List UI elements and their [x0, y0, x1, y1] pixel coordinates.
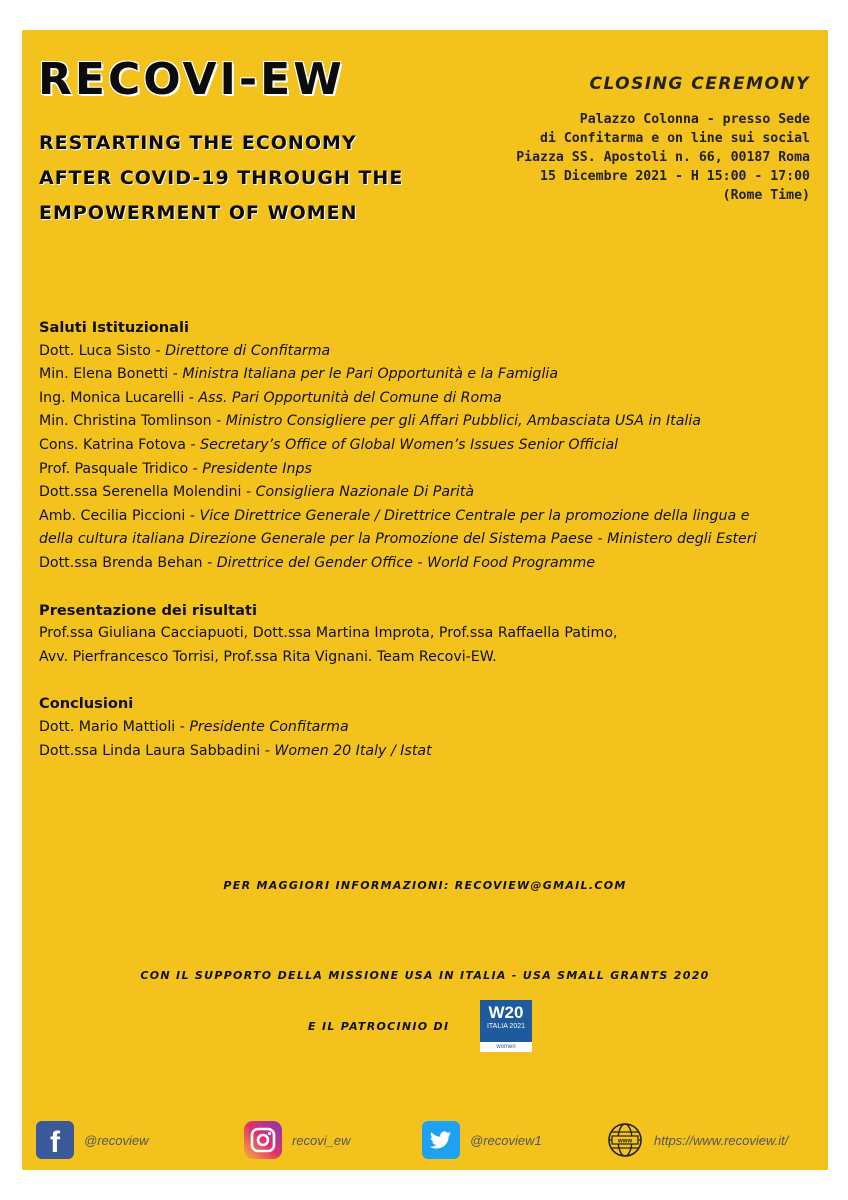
- speaker-name: Dott.ssa Linda Laura Sabbadini: [39, 742, 261, 759]
- patronage-label: E IL PATROCINIO DI: [308, 1020, 450, 1033]
- speaker-row: Dott.ssa Serenella Molendini - Consigliera Nazionale Di Parità: [39, 484, 475, 501]
- speaker-name: Prof. Pasquale Tridico: [39, 460, 189, 477]
- speaker-row: Dott.ssa Linda Laura Sabbadini - Women 20 Italy / Istat: [39, 742, 432, 759]
- speaker-role: Direttore di Confitarma: [165, 342, 331, 359]
- globe-icon: [606, 1121, 644, 1159]
- speaker-role: Secretary’s Office of Global Women’s Issues Senior Official: [200, 436, 619, 453]
- section-title-presentazione: Presentazione dei risultati: [39, 601, 257, 619]
- twitter-icon: [422, 1121, 460, 1159]
- speaker-name: Amb. Cecilia Piccioni: [39, 507, 186, 524]
- w20-logo-tag: women: [480, 1042, 532, 1052]
- speaker-role-continuation: [39, 528, 819, 552]
- speaker-name: Dott.ssa Serenella Molendini: [39, 484, 242, 501]
- speaker-row: Dott.ssa Brenda Behan - Direttrice del Gender Office - World Food Programme: [39, 554, 596, 571]
- event-title: RECOVI-EW: [38, 54, 345, 105]
- social-instagram[interactable]: [244, 1120, 351, 1160]
- speaker-role: della cultura italiana Direzione Generale per la Promozione del Sistema Paese - Ministero degli Esteri: [39, 531, 757, 548]
- social-label: @recoview1: [470, 1132, 542, 1148]
- speaker-row: Prof. Pasquale Tridico - Presidente Inps: [39, 460, 312, 477]
- speaker-row: Ing. Monica Lucarelli - Ass. Pari Opportunità del Comune di Roma: [39, 389, 502, 406]
- venue-line: Palazzo Colonna - presso Sede: [579, 112, 810, 127]
- facebook-icon: [36, 1121, 74, 1159]
- social-twitter[interactable]: [422, 1120, 542, 1160]
- speaker-name: Dott.ssa Brenda Behan: [39, 554, 203, 571]
- speaker-role: Ass. Pari Opportunità del Comune di Roma: [198, 389, 502, 406]
- speaker-role: Consigliera Nazionale Di Parità: [255, 484, 475, 501]
- section-title-saluti: Saluti Istituzionali: [39, 319, 190, 336]
- speaker-row: Min. Christina Tomlinson - Ministro Consigliere per gli Affari Pubblici, Ambasciata USA in Italia: [39, 413, 701, 430]
- venue-line: di Confitarma e on line sui social: [540, 131, 810, 146]
- venue-block: [516, 110, 810, 205]
- social-label: recovi_ew: [292, 1132, 351, 1148]
- w20-logo-sub: ITALIA 2021: [486, 1023, 525, 1030]
- social-facebook[interactable]: [36, 1120, 149, 1160]
- speaker-role: Ministra Italiana per le Pari Opportunità e la Famiglia: [182, 366, 559, 383]
- w20-logo: [480, 1000, 532, 1052]
- social-label: @recoview: [84, 1132, 149, 1148]
- speaker-role: Ministro Consigliere per gli Affari Pubblici, Ambasciata USA in Italia: [225, 413, 701, 430]
- social-website[interactable]: [606, 1120, 788, 1160]
- instagram-icon: [244, 1121, 282, 1159]
- speaker-name: Min. Elena Bonetti: [39, 366, 169, 383]
- speaker-name: Cons. Katrina Fotova: [39, 436, 186, 453]
- subtitle-line: RESTARTING THE ECONOMY: [39, 132, 357, 154]
- support-line: CON IL SUPPORTO DELLA MISSIONE USA IN ITALIA - USA SMALL GRANTS 2020: [140, 969, 710, 982]
- speaker-role: Presidente Confitarma: [189, 718, 349, 735]
- speaker-row: Amb. Cecilia Piccioni - Vice Direttrice Generale / Direttrice Centrale per la promozione della lingua e: [39, 507, 750, 524]
- speaker-role: Presidente Inps: [202, 460, 312, 477]
- venue-line: (Rome Time): [722, 188, 810, 203]
- venue-line: 15 Dicembre 2021 - H 15:00 - 17:00: [540, 169, 810, 184]
- venue-line: Piazza SS. Apostoli n. 66, 00187 Roma: [516, 150, 810, 165]
- speaker-row: Cons. Katrina Fotova - Secretary’s Office of Global Women’s Issues Senior Official: [39, 436, 619, 453]
- program: [39, 316, 819, 763]
- speaker-name: Dott. Luca Sisto: [39, 342, 151, 359]
- w20-logo-main: W20: [488, 1003, 524, 1022]
- presenters-line: Avv. Pierfrancesco Torrisi, Prof.ssa Rita Vignani. Team Recovi-EW.: [39, 648, 497, 665]
- section-title-conclusioni: Conclusioni: [39, 695, 134, 713]
- poster: [22, 30, 828, 1170]
- svg-text:f: f: [50, 1126, 60, 1159]
- social-label: https://www.recoview.it/: [654, 1132, 789, 1148]
- event-subtitle: [39, 126, 459, 231]
- svg-text:www: www: [617, 1138, 633, 1145]
- ceremony-heading: CLOSING CEREMONY: [589, 74, 810, 94]
- subtitle-line: EMPOWERMENT OF WOMEN: [39, 202, 358, 224]
- speaker-row: Min. Elena Bonetti - Ministra Italiana per le Pari Opportunità e la Famiglia: [39, 366, 559, 383]
- subtitle-line: AFTER COVID-19 THROUGH THE: [39, 167, 404, 189]
- speaker-name: Min. Christina Tomlinson: [39, 413, 212, 430]
- speaker-role: Vice Direttrice Generale / Direttrice Centrale per la promozione della lingua e: [199, 507, 750, 524]
- info-email-line: PER MAGGIORI INFORMAZIONI: RECOVIEW@GMAIL.COM: [223, 879, 627, 892]
- speaker-row: Dott. Luca Sisto - Direttore di Confitarma: [39, 342, 331, 359]
- presenters-line: Prof.ssa Giuliana Cacciapuoti, Dott.ssa Martina Improta, Prof.ssa Raffaella Patimo,: [39, 625, 618, 642]
- speaker-name: Ing. Monica Lucarelli: [39, 389, 185, 406]
- speaker-role: Women 20 Italy / Istat: [274, 742, 432, 759]
- speaker-name: Dott. Mario Mattioli: [39, 718, 176, 735]
- speaker-row: Dott. Mario Mattioli - Presidente Confitarma: [39, 718, 349, 735]
- speaker-role: Direttrice del Gender Office - World Food Programme: [216, 554, 596, 571]
